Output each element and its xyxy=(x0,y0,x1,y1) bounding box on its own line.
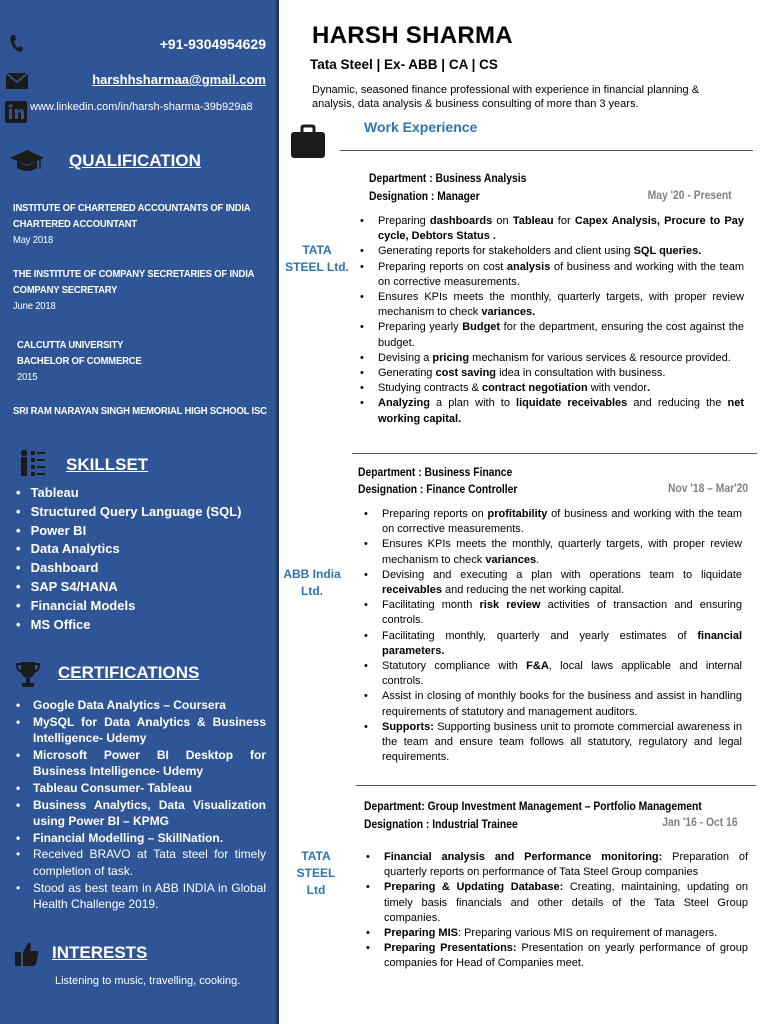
list-item: • MS Office xyxy=(16,616,266,635)
list-item: • Studying contracts & contract negotiation with vendor. xyxy=(360,381,744,396)
list-item: • Generating cost saving idea in consultation with business. xyxy=(360,366,744,381)
list-item: • Preparing dashboards on Tableau for Capex Analysis, Procure to Pay cycle, Debtors Status . xyxy=(360,214,744,244)
job-designation: Designation : Manager xyxy=(369,189,480,203)
list-item: • Google Data Analytics – Coursera xyxy=(16,697,266,714)
list-item: • Structured Query Language (SQL) xyxy=(16,503,266,522)
list-item: • Ensures KPIs meets the monthly, quarterly targets, with proper review mechanism to check variances. xyxy=(360,290,744,320)
company-name: TATA STEEL Ltd. xyxy=(285,243,349,274)
job-department: Department: Group Investment Management – Portfolio Management xyxy=(364,799,702,813)
list-item: • Financial analysis and Performance monitoring: Preparation of quarterly reports on performance of Tata Steel Group companies xyxy=(366,850,748,880)
job-department: Department : Business Analysis xyxy=(369,171,527,185)
list-item: • Assist in closing of monthly books for the business and assist in handling requirements of statutory and management auditors. xyxy=(364,689,742,719)
thumbs-up-icon xyxy=(14,940,40,968)
candidate-name: HARSH SHARMA xyxy=(312,22,513,49)
list-item: • MySQL for Data Analytics & Business Intelligence- Udemy xyxy=(16,714,266,747)
trophy-icon xyxy=(15,660,41,690)
list-item: • Tableau Consumer- Tableau xyxy=(16,780,266,797)
skills-list xyxy=(16,484,266,634)
job-dates: May '20 - Present xyxy=(648,188,732,202)
divider xyxy=(356,785,756,786)
linkedin-icon xyxy=(5,101,27,123)
divider xyxy=(340,150,753,151)
list-item: • Supports: Supporting business unit to promote commercial awareness in the team and ensure team follows all statutory, regulatory and legal requirements. xyxy=(364,720,742,766)
job-designation: Designation : Finance Controller xyxy=(358,482,518,496)
briefcase-icon xyxy=(290,124,326,160)
list-item: • Financial Models xyxy=(16,597,266,616)
interests-text: Listening to music, travelling, cooking. xyxy=(55,975,241,987)
summary: Dynamic, seasoned finance professional with experience in financial planning & analysis, data analysis & business consulting of more than 3 years. xyxy=(312,84,700,110)
email-link[interactable]: harshhsharmaa@gmail.com xyxy=(92,72,266,87)
list-item: • Ensures KPIs meets the monthly, quarterly targets, with proper review mechanism to check variances. xyxy=(364,537,742,567)
graduation-cap-icon xyxy=(9,148,45,174)
list-item: • Business Analytics, Data Visualization using Power BI – KPMG xyxy=(16,797,266,830)
job-dates: Nov '18 – Mar'20 xyxy=(667,481,748,495)
list-item: • Financial Modelling – SkillNation. xyxy=(16,830,266,847)
list-item: • Microsoft Power BI Desktop for Business Intelligence- Udemy xyxy=(16,747,266,780)
job-duties xyxy=(360,214,744,427)
list-item: • Stood as best team in ABB INDIA in Global Health Challenge 2019. xyxy=(16,880,266,913)
qualification-item: THE INSTITUTE OF COMPANY SECRETARIES OF INDIA COMPANY SECRETARY June 2018 xyxy=(13,268,255,312)
list-item: • Preparing yearly Budget for the department, ensuring the cost against the budget. xyxy=(360,320,744,350)
list-item: • SAP S4/HANA xyxy=(16,578,266,597)
list-item: • Devising and executing a plan with operations team to liquidate receivables and reducing the net working capital. xyxy=(364,568,742,598)
sidebar xyxy=(0,0,276,1024)
list-item: • Analyzing a plan with to liquidate receivables and reducing the net working capital. xyxy=(360,396,744,426)
tagline: Tata Steel | Ex- ABB | CA | CS xyxy=(310,57,498,72)
qualification-item: CALCUTTA UNIVERSITY BACHELOR OF COMMERCE 2015 xyxy=(17,339,142,383)
list-item: • Received BRAVO at Tata steel for timely completion of task. xyxy=(16,846,266,879)
job-designation: Designation : Industrial Trainee xyxy=(364,817,518,831)
email-icon xyxy=(5,72,29,90)
list-item: • Facilitating monthly, quarterly and yearly estimates of financial parameters. xyxy=(364,629,742,659)
list-item: • Preparing reports on cost analysis of business and working with the team on corrective measurements. xyxy=(360,260,744,290)
list-item: • Devising a pricing mechanism for various services & resource provided. xyxy=(360,351,744,366)
company-name: TATA STEEL Ltd xyxy=(296,849,336,897)
list-item: • Data Analytics xyxy=(16,540,266,559)
phone-number[interactable]: +91-9304954629 xyxy=(159,36,266,52)
certifications-list xyxy=(16,697,266,913)
phone-icon xyxy=(8,34,24,54)
divider xyxy=(352,453,757,454)
list-item: • Facilitating month risk review activities of transaction and ensuring controls. xyxy=(364,598,742,628)
qualification-item: INSTITUTE OF CHARTERED ACCOUNTANTS OF INDIA CHARTERED ACCOUNTANT May 2018 xyxy=(13,202,251,246)
job-duties xyxy=(364,507,742,765)
list-item: • Generating reports for stakeholders and client using SQL queries. xyxy=(360,244,744,259)
list-item: • Power BI xyxy=(16,522,266,541)
skills-icon xyxy=(17,448,47,478)
work-experience-heading: Work Experience xyxy=(364,119,478,135)
list-item: • Preparing & Updating Database: Creating, maintaining, updating on timely basis financials and other details of the Tata Steel Group companies. xyxy=(366,880,748,926)
linkedin-link[interactable]: www.linkedin.com/in/harsh-sharma-39b929a8 xyxy=(30,101,253,113)
job-department: Department : Business Finance xyxy=(358,465,513,479)
list-item: • Statutory compliance with F&A, local laws applicable and internal controls. xyxy=(364,659,742,689)
list-item: • Tableau xyxy=(16,484,266,503)
job-duties xyxy=(366,850,748,972)
skillset-heading: SKILLSET xyxy=(66,455,149,474)
list-item: • Dashboard xyxy=(16,559,266,578)
list-item: • Preparing Presentations: Presentation on yearly performance of group companies for Head of Companies meet. xyxy=(366,941,748,971)
list-item: • Preparing MIS: Preparing various MIS on requirement of managers. xyxy=(366,926,748,941)
list-item: • Preparing reports on profitability of business and working with the team on corrective measurements. xyxy=(364,507,742,537)
company-name: ABB India Ltd. xyxy=(283,567,341,598)
certifications-heading: CERTIFICATIONS xyxy=(58,663,200,682)
qualification-heading: QUALIFICATION xyxy=(69,151,201,170)
qualification-item: SRI RAM NARAYAN SINGH MEMORIAL HIGH SCHOOL ISC xyxy=(13,405,267,417)
job-dates: Jan '16 - Oct 16 xyxy=(662,815,738,829)
interests-heading: INTERESTS xyxy=(52,943,148,962)
